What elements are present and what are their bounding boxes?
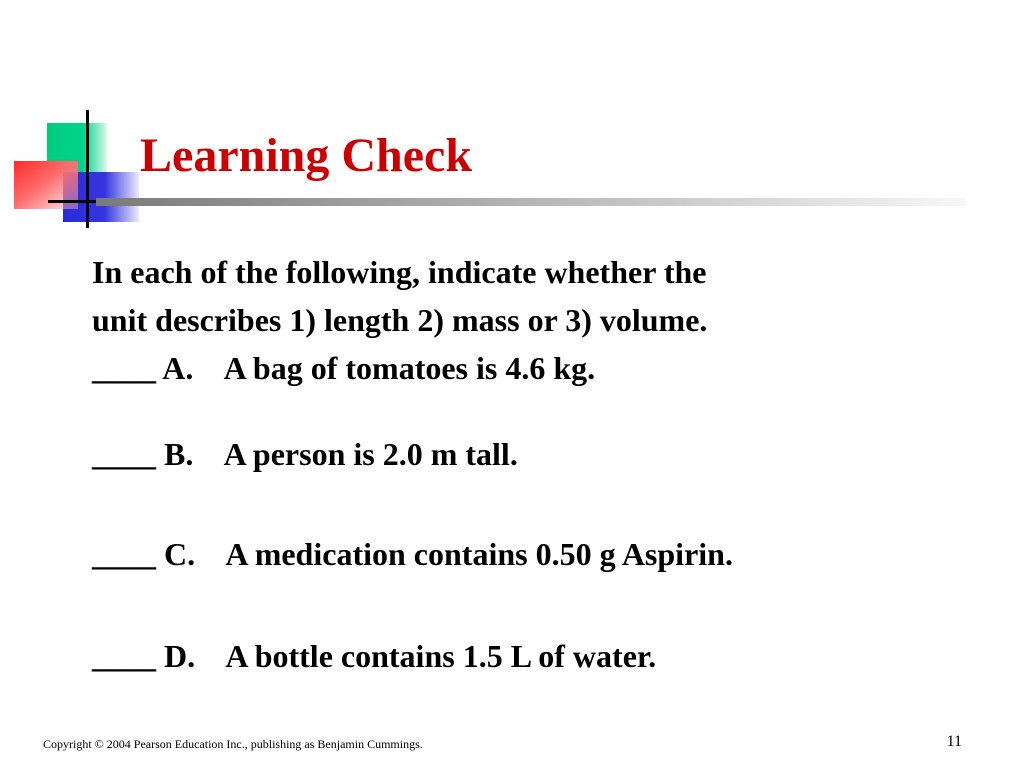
slide-body: [92, 248, 733, 674]
page-number: 11: [946, 733, 962, 750]
intro-line-2: unit describes 1) length 2) mass or 3) volume.: [92, 302, 708, 338]
intro-line-1: In each of the following, indicate whether the: [92, 254, 707, 290]
question-item-b: ____ B. A person is 2.0 m tall.: [92, 436, 518, 472]
title-underline-rule: [96, 198, 966, 206]
copyright-footer: Copyright © 2004 Pearson Education Inc., publishing as Benjamin Cummings.: [43, 737, 423, 751]
question-item-a: ____ A. A bag of tomatoes is 4.6 kg.: [92, 350, 596, 386]
question-item-c: ____ C. A medication contains 0.50 g Aspirin.: [92, 536, 733, 572]
vertical-line-decoration: [86, 110, 89, 228]
slide-title: Learning Check: [140, 129, 473, 182]
question-item-d: ____ D. A bottle contains 1.5 L of water.: [92, 638, 657, 674]
